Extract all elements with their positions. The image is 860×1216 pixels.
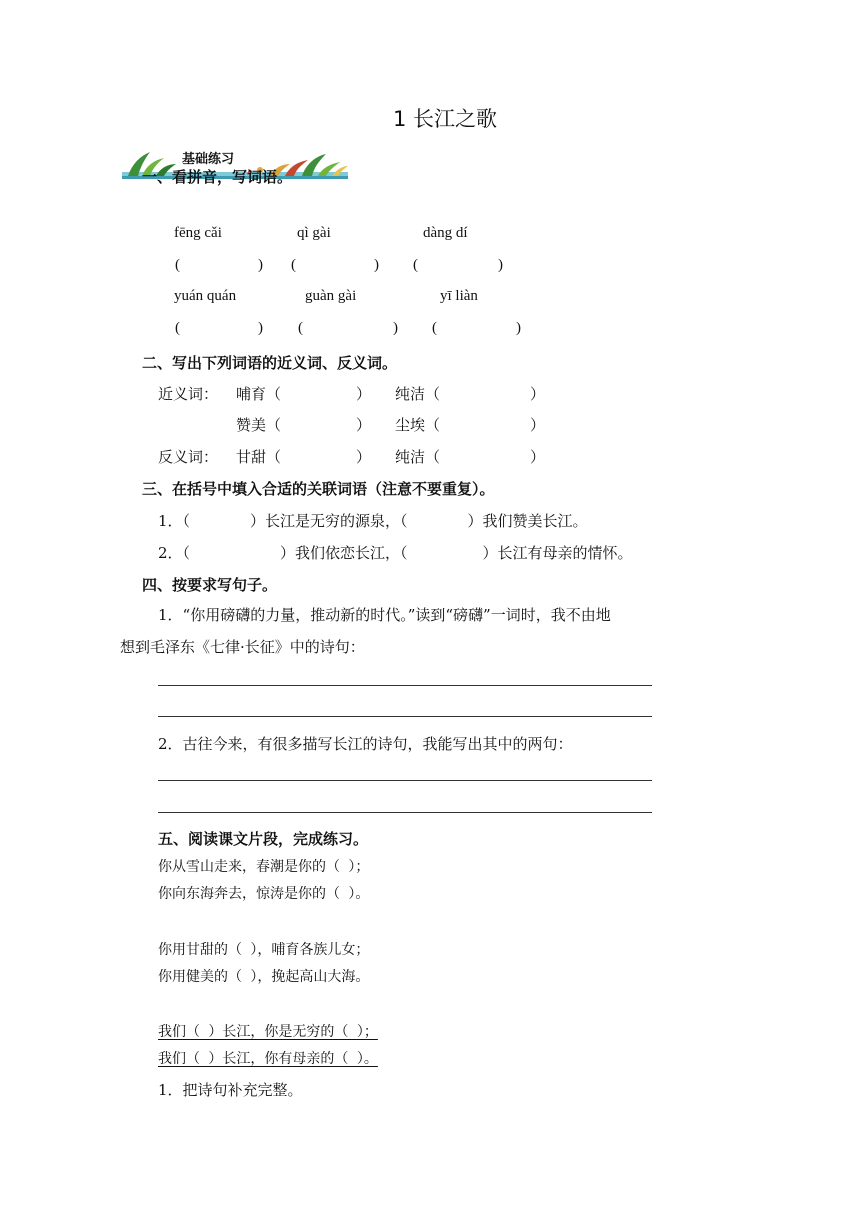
pinyin-yilian: yī liàn bbox=[440, 288, 478, 304]
question-5-1: 1．把诗句补充完整。 bbox=[158, 1081, 303, 1099]
answer-blank-open: ( bbox=[175, 320, 180, 336]
poem-line-4: 你用健美的（ ），挽起高山大海。 bbox=[158, 969, 370, 985]
section-4-heading: 四、按要求写句子。 bbox=[142, 576, 278, 594]
answer-line bbox=[158, 780, 652, 781]
word-chunjie: 纯洁（ bbox=[395, 385, 441, 403]
word-zanmei: 赞美（ bbox=[236, 416, 282, 434]
pinyin-guangai: guàn gài bbox=[305, 288, 357, 304]
bracket-close: ） bbox=[356, 416, 372, 434]
pinyin-dangdi: dàng dí bbox=[423, 225, 468, 241]
poem-line-3: 你用甘甜的（ ），哺育各族儿女； bbox=[158, 942, 370, 958]
poem-line-1: 你从雪山走来，春潮是你的（ ）； bbox=[158, 859, 370, 875]
question-3-2: 2．（ ）我们依恋长江，（ ）长江有母亲的情怀。 bbox=[158, 544, 633, 562]
section-5-heading: 五、阅读课文片段，完成练习。 bbox=[158, 830, 369, 848]
answer-line bbox=[158, 716, 652, 717]
answer-blank-close: ) bbox=[258, 320, 263, 336]
answer-blank-close: ) bbox=[516, 320, 521, 336]
question-3-1: 1．（ ）长江是无穷的源泉，（ ）我们赞美长江。 bbox=[158, 512, 588, 530]
poem-line-6: 我们（ ）长江，你有母亲的（ ）。 bbox=[158, 1051, 378, 1067]
question-4-1-line1: 1．“你用磅礴的力量，推动新的时代。”读到“磅礴”一词时，我不由地 bbox=[158, 606, 611, 624]
answer-blank-open: ( bbox=[298, 320, 303, 336]
word-chenai: 尘埃（ bbox=[395, 416, 441, 434]
question-4-2: 2．古往今来，有很多描写长江的诗句，我能写出其中的两句： bbox=[158, 735, 573, 753]
answer-blank-close: ) bbox=[393, 320, 398, 336]
page-title: 1 长江之歌 bbox=[393, 107, 498, 131]
section-2-heading: 二、写出下列词语的近义词、反义词。 bbox=[142, 354, 398, 372]
bracket-close: ） bbox=[356, 448, 372, 466]
bracket-close: ） bbox=[356, 385, 372, 403]
answer-blank-close: ) bbox=[498, 257, 503, 273]
synonym-label: 近义词： bbox=[158, 385, 219, 403]
answer-line bbox=[158, 812, 652, 813]
section-1-heading: 一、看拼音，写词语。 bbox=[142, 168, 293, 186]
section-3-heading: 三、在括号中填入合适的关联词语（注意不要重复）。 bbox=[142, 480, 495, 498]
answer-blank-open: ( bbox=[432, 320, 437, 336]
pinyin-yuanquan: yuán quán bbox=[174, 288, 237, 304]
answer-blank-open: ( bbox=[291, 257, 296, 273]
poem-line-2: 你向东海奔去，惊涛是你的（ ）。 bbox=[158, 886, 370, 902]
pinyin-qigai: qì gài bbox=[297, 225, 331, 241]
bracket-close: ） bbox=[530, 416, 546, 434]
answer-line bbox=[158, 685, 652, 686]
pinyin-fengcai: fēng cǎi bbox=[174, 225, 222, 241]
answer-blank-open: ( bbox=[175, 257, 180, 273]
banner-label: 基础练习 bbox=[182, 152, 235, 167]
poem-line-5: 我们（ ）长江，你是无穷的（ ）； bbox=[158, 1024, 378, 1040]
answer-blank-close: ) bbox=[374, 257, 379, 273]
question-4-1-line2: 想到毛泽东《七律·长征》中的诗句： bbox=[120, 638, 365, 656]
answer-blank-close: ) bbox=[258, 257, 263, 273]
word-chunjie-2: 纯洁（ bbox=[395, 448, 441, 466]
bracket-close: ） bbox=[530, 448, 546, 466]
word-gantian: 甘甜（ bbox=[236, 448, 282, 466]
bracket-close: ） bbox=[530, 385, 546, 403]
answer-blank-open: ( bbox=[413, 257, 418, 273]
word-buyu: 哺育（ bbox=[236, 385, 282, 403]
antonym-label: 反义词： bbox=[158, 448, 219, 466]
